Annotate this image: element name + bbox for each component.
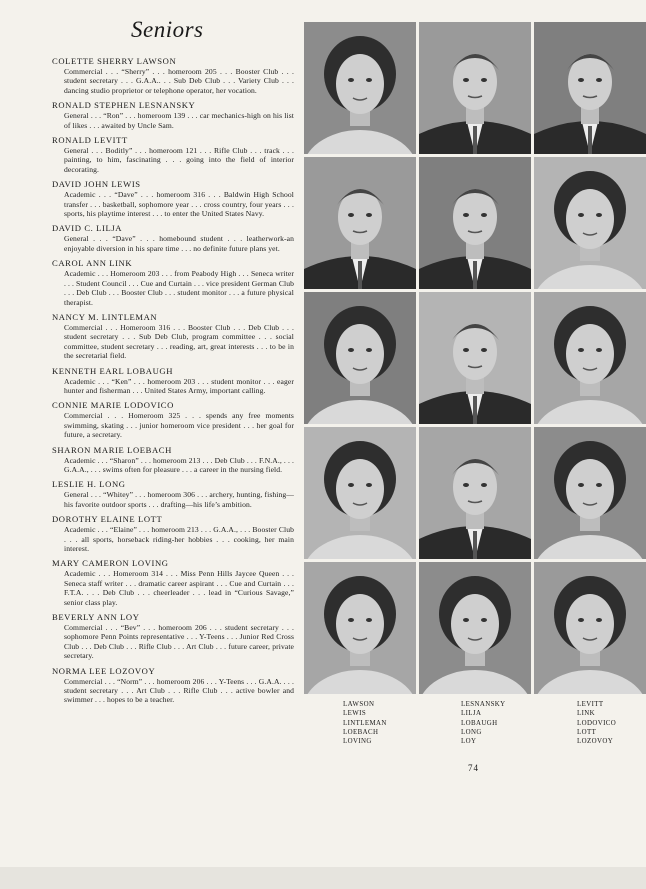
caption-name: LAWSON	[343, 701, 375, 708]
portrait-photo	[534, 157, 646, 289]
portrait-photo	[304, 562, 416, 694]
portrait-photo	[304, 22, 416, 154]
senior-description: Commercial . . . Homeroom 316 . . . Booster Club . . . Deb Club . . . student secretary . . . Sub Deb Club, program committee . . . social committee, student secretary . . . reading, art, great interests . . . to be in the secretarial field.	[64, 322, 294, 361]
senior-entry	[52, 366, 294, 396]
portrait-grid	[304, 22, 646, 694]
caption-name: LOTT	[577, 728, 597, 736]
senior-description: Academic . . . “Dave” . . . homeroom 316 . . . Baldwin High School transfer . . . basketball, sophomore year . . . cross country, four years . . . sports, his playtime interest . . . to enter the United States Navy.	[64, 190, 294, 219]
senior-name: BEVERLY ANN LOY	[52, 612, 140, 623]
portrait-photo	[534, 292, 646, 424]
caption-name: LOY	[461, 738, 477, 746]
senior-entry	[52, 56, 294, 95]
caption-column-right	[577, 700, 616, 746]
portrait-photo	[419, 157, 531, 289]
senior-bios	[52, 56, 294, 710]
caption-name: LINTLEMAN	[343, 719, 387, 727]
senior-description: Academic . . . Homeroom 203 . . . from Peabody High . . . Seneca writer . . . Student Council . . . Cue and Curtain . . . vice president German Club . . . Deb Club . . . Booster Club . . . student monitor . . . a future physical therapist.	[64, 269, 294, 307]
portrait-photo	[419, 292, 531, 424]
senior-description: Academic . . . “Ken” . . . homeroom 203 . . . student monitor . . . eager hunter and fisherman . . . United States Army, important calling.	[64, 376, 294, 395]
senior-description: General . . . “Ron” . . . homeroom 139 . . . car mechanics-high on his list of likes . . . awaited by Uncle Sam.	[64, 111, 294, 130]
senior-entry	[52, 666, 294, 705]
senior-name: DAVID JOHN LEWIS	[52, 179, 141, 190]
senior-entry	[52, 258, 294, 307]
senior-description: Commercial . . . “Norm” . . . homeroom 206 . . . Y-Teens . . . G.A.A. . . . student secretary . . . Art Club . . . Rifle Club . . . active bowler and swimmer . . . hopes to be a teacher.	[64, 676, 294, 705]
senior-entry	[52, 445, 294, 475]
senior-name: RONALD LEVITT	[52, 135, 128, 146]
senior-name: SHARON MARIE LOEBACH	[52, 444, 172, 455]
senior-entry	[52, 179, 294, 218]
senior-name: NORMA LEE LOZOVOY	[52, 665, 156, 676]
portrait-photo	[304, 292, 416, 424]
caption-column-left	[343, 700, 387, 746]
senior-name: NANCY M. LINTLEMAN	[52, 311, 158, 322]
page-bottom-edge	[0, 867, 646, 889]
portrait-photo	[419, 22, 531, 154]
senior-entry	[52, 400, 294, 439]
portrait-photo	[419, 427, 531, 559]
senior-name: COLETTE SHERRY LAWSON	[52, 56, 177, 66]
page-number: 74	[468, 763, 479, 773]
senior-description: Academic . . . Homeroom 314 . . . Miss Penn Hills Jaycee Queen . . . Seneca staff writer . . . dramatic career aspirant . . . Cue and Curtain . . . F.T.A. . . . Deb Club . . . cheerleader . . . lead in “Curious Savage,” senior class play.	[64, 569, 294, 607]
caption-name: LONG	[461, 728, 482, 736]
senior-entry	[52, 514, 294, 553]
portrait-photo	[304, 427, 416, 559]
senior-description: General . . . “Dave” . . . homebound student . . . leatherwork-an enjoyable diversion in his spare time . . . no definite future plans yet.	[64, 234, 294, 253]
senior-entry	[52, 612, 294, 661]
caption-name: LEVITT	[577, 701, 604, 708]
caption-name: LESNANSKY	[461, 701, 506, 708]
portrait-photo	[534, 562, 646, 694]
senior-name: KENNETH EARL LOBAUGH	[52, 365, 173, 376]
senior-description: Commercial . . . Homeroom 325 . . . spends any free moments swimming, skating . . . junior homeroom vice president . . . her goal for future, a secretary.	[64, 411, 294, 440]
senior-entry	[52, 312, 294, 361]
senior-description: Academic . . . “Sharon” . . . homeroom 213 . . . Deb Club . . . F.N.A., . . . G.A.A., . . . swims often for pleasure . . . a career in the nursing field.	[64, 455, 294, 474]
caption-name: LINK	[577, 710, 596, 718]
portrait-photo	[534, 22, 646, 154]
senior-name: LESLIE H. LONG	[52, 479, 126, 490]
senior-description: Academic . . . “Elaine” . . . homeroom 213 . . . G.A.A., . . . Booster Club . . . all sports, horseback riding-her hobbies . . . cooking, her main interest.	[64, 525, 294, 553]
caption-name: LEWIS	[343, 710, 367, 718]
portrait-photo	[534, 427, 646, 559]
senior-name: DOROTHY ELAINE LOTT	[52, 514, 163, 525]
senior-name: CONNIE MARIE LODOVICO	[52, 400, 174, 411]
senior-name: DAVID C. LILJA	[52, 223, 123, 234]
senior-entry	[52, 223, 294, 253]
caption-name: LOZOVOY	[577, 738, 614, 746]
caption-name: LOBAUGH	[461, 719, 498, 727]
senior-description: Commercial . . . “Bev” . . . homeroom 206 . . . student secretary . . . sophomore Penn Points representative . . . Y-Teens . . . Junior Red Cross Club . . . Deb Club . . . Rifle Club . . . Art Club . . . future career, private secretary.	[64, 623, 294, 661]
senior-entry	[52, 558, 294, 607]
caption-name: LILJA	[461, 710, 482, 718]
senior-entry	[52, 479, 294, 509]
senior-description: Commercial . . . “Sherry” . . . homeroom 205 . . . Booster Club . . . student secretary . . . G.A.A.. . . Sub Deb Club . . . Variety Club . . . dancing studio proprietor or telephone operator, her vocation.	[64, 67, 294, 95]
caption-name: LOVING	[343, 738, 372, 746]
senior-name: CAROL ANN LINK	[52, 258, 133, 269]
page-title: Seniors	[131, 17, 204, 42]
senior-entry	[52, 135, 294, 174]
senior-description: General . . . Boditly” . . . homeroom 121 . . . Rifle Club . . . track . . . painting, to him, fascinating . . . going into the field of interior decorating.	[64, 146, 294, 174]
senior-entry	[52, 100, 294, 130]
senior-description: General . . . “Whitey” . . . homeroom 306 . . . archery, hunting, fishing—his favorite outdoor sports . . . drafting—his life’s ambition.	[64, 490, 294, 509]
portrait-photo	[304, 157, 416, 289]
senior-name: MARY CAMERON LOVING	[52, 558, 169, 569]
caption-name: LODOVICO	[577, 719, 617, 727]
senior-name: RONALD STEPHEN LESNANSKY	[52, 100, 196, 111]
caption-name: LOEBACH	[343, 728, 379, 736]
portrait-photo	[419, 562, 531, 694]
caption-column-middle	[461, 700, 506, 746]
